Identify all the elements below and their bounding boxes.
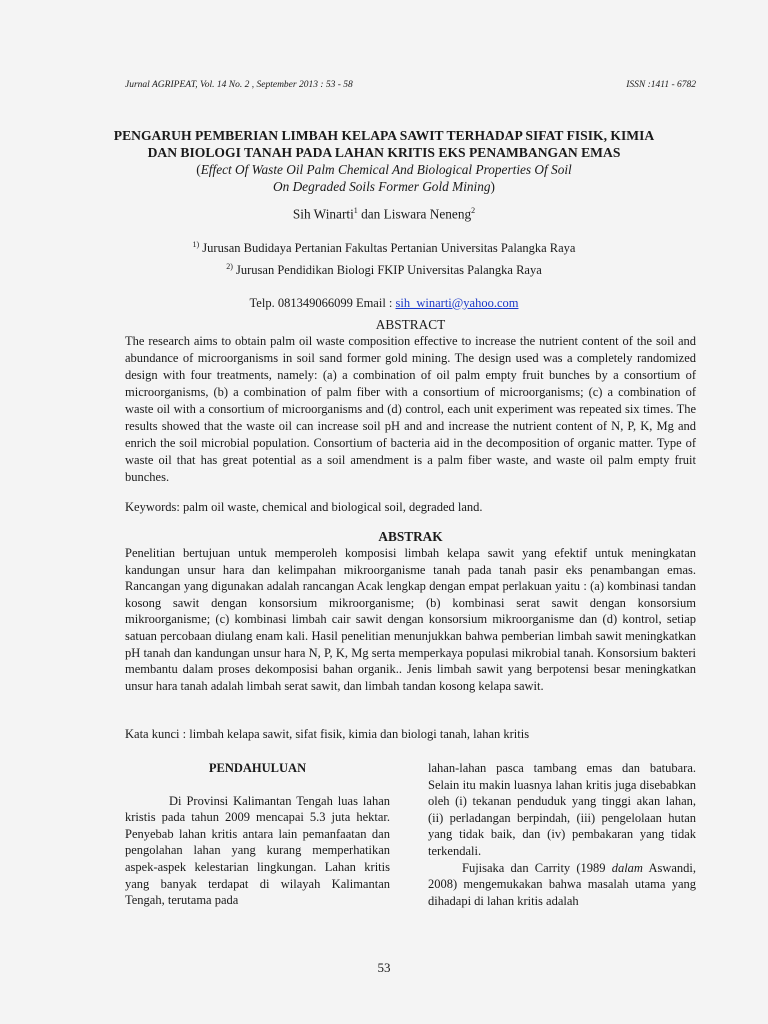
pendahuluan-para-3 xyxy=(428,860,696,910)
pendahuluan-para-2: lahan-lahan pasca tambang emas dan batubara. Selain itu makin luasnya lahan kritis juga disebabkan oleh (i) tekanan penduduk yang tinggi akan lahan, (ii) perladangan berpindah, (iii) pengelolaan hutan yang tidak baik, dan (iv) pembakaran yang tidak terkendali. xyxy=(428,761,696,858)
running-head xyxy=(125,80,696,90)
title-line-1: PENGARUH PEMBERIAN LIMBAH KELAPA SAWIT TERHADAP SIFAT FISIK, KIMIA xyxy=(113,128,655,143)
left-column xyxy=(125,760,390,909)
affiliation-1-sup: 1) xyxy=(192,240,200,250)
keywords: Keywords: palm oil waste, chemical and biological soil, degraded land. xyxy=(125,500,483,514)
page-number: 53 xyxy=(377,960,391,975)
affiliation-2-sup: 2) xyxy=(226,261,233,271)
title-line-2: DAN BIOLOGI TANAH PADA LAHAN KRITIS EKS PENAMBANGAN EMAS xyxy=(147,145,621,160)
affiliation-1: Jurusan Budidaya Pertanian Fakultas Pertanian Universitas Palangka Raya xyxy=(199,241,576,256)
para-3-part-a: Fujisaka dan Carrity (1989 xyxy=(462,860,612,875)
english-title-line-1: Effect Of Waste Oil Palm Chemical And Biological Properties Of Soil xyxy=(200,162,572,177)
affiliation-2: Jurusan Pendidikan Biologi FKIP Universitas Palangka Raya xyxy=(232,262,542,277)
phone: Telp. 081349066099 Email : xyxy=(249,295,396,310)
abstrak-heading: ABSTRAK xyxy=(378,529,443,544)
kata-kunci: Kata kunci : limbah kelapa sawit, sifat fisik, kimia dan biologi tanah, lahan kritis xyxy=(125,727,530,741)
affiliations xyxy=(100,236,668,278)
author-1: Sih Winarti xyxy=(292,206,354,222)
pendahuluan-para-1: Di Provinsi Kalimantan Tengah luas lahan kristis pada tahun 2009 mencapai 5.3 juta hektar. Penyebab lahan kritis antara lain pemanfaatan dan pengolahan lahan yang kurang memperhatikan aspek-aspek kelestarian lingkungan. Lahan kritis yang banyak terdapat di wilayah Kalimantan Tengah, terutama pada xyxy=(125,793,390,908)
para-3-italic: dalam xyxy=(611,860,643,875)
english-title: (Effect Of Waste Oil Palm Chemical And Biological Properties Of Soil On Degraded Soils Former Gold Mining) xyxy=(196,162,572,194)
contact-line xyxy=(100,296,668,311)
issn: ISSN :1411 - 6782 xyxy=(626,80,696,90)
abstract-heading: ABSTRACT xyxy=(375,317,446,332)
title-block xyxy=(100,127,668,311)
abstract-body: The research aims to obtain palm oil waste composition effective to increase the nutrient content of the soil and abundance of microorganisms in soil sand former gold mining. The design used was a completely randomized design with four treatments, namely: (a) a combination of oil palm empty fruit bunches by a consortium of microorganisms, (b) a combination of palm fiber with a consortium of microorganisms; (c) a combination of waste oil with a consortium of microorganisms and (d) control, each unit experiment was repeated six times. The results showed that the waste oil can increase soil pH and and increase the nutrient content of N, P, K, Mg and enrich the soil microbial population. Consortium of bacteria aid in the decomposition of organic matter. Type of waste oil that has great potential as a soil amendment is a palm fiber waste, and waste oil palm empty fruit bunches. xyxy=(125,334,696,484)
para-3-part-b: Aswandi, 2008) mengemukakan bahwa masalah utama yang dihadapi di lahan kritis adalah xyxy=(428,860,697,908)
author-connector: dan xyxy=(357,206,384,222)
paper-title xyxy=(100,127,668,161)
journal-citation: Jurnal AGRIPEAT, Vol. 14 No. 2 , September 2013 : 53 - 58 xyxy=(125,80,353,90)
abstrak-body: Penelitian bertujuan untuk memperoleh komposisi limbah kelapa sawit yang efektif untuk meningkatan kandungan unsur hara dan kelimpahan mikroorganisme tanah pada tanah pasir eks penambangan emas. Rancangan yang digunakan adalah rancangan Acak lengkap dengan empat perlakuan yaitu : (a) kombinasi tandan kosong sawit dengan konsorsium mikroorganisme; (b) kombinasi serat sawit dengan konsorsium mikroorganisme; (c) kombinasi limbah cair sawit dengan konsorsium mikroorganisme dan (d) kontrol, setiap satuan percobaan diulang enam kali. Hasil penelitian menunjukkan bahwa pemberian limbah sawit meningkatkan pH tanah dan kandungan unsur hara N, P, K, Mg serta memperkaya populasi mikrobial tanah. Konsorsium bakteri membantu dalam proses dekomposisi bahan organik.. Jenis limbah sawit yang berpotensi besar meningkatkan unsur hara tanah adalah limbah serat sawit, dan limbah tandan kosong kelapa sawit. xyxy=(125,546,696,693)
authors xyxy=(100,206,668,222)
pendahuluan-heading: PENDAHULUAN xyxy=(208,761,307,775)
author-2: Liswara Neneng xyxy=(383,206,472,222)
right-column xyxy=(428,760,696,909)
author-2-sup: 2 xyxy=(471,206,476,215)
english-title-line-2: On Degraded Soils Former Gold Mining xyxy=(273,179,491,194)
author-1-sup: 1 xyxy=(353,206,358,215)
email-link[interactable]: sih_winarti@yahoo.com xyxy=(395,295,519,310)
